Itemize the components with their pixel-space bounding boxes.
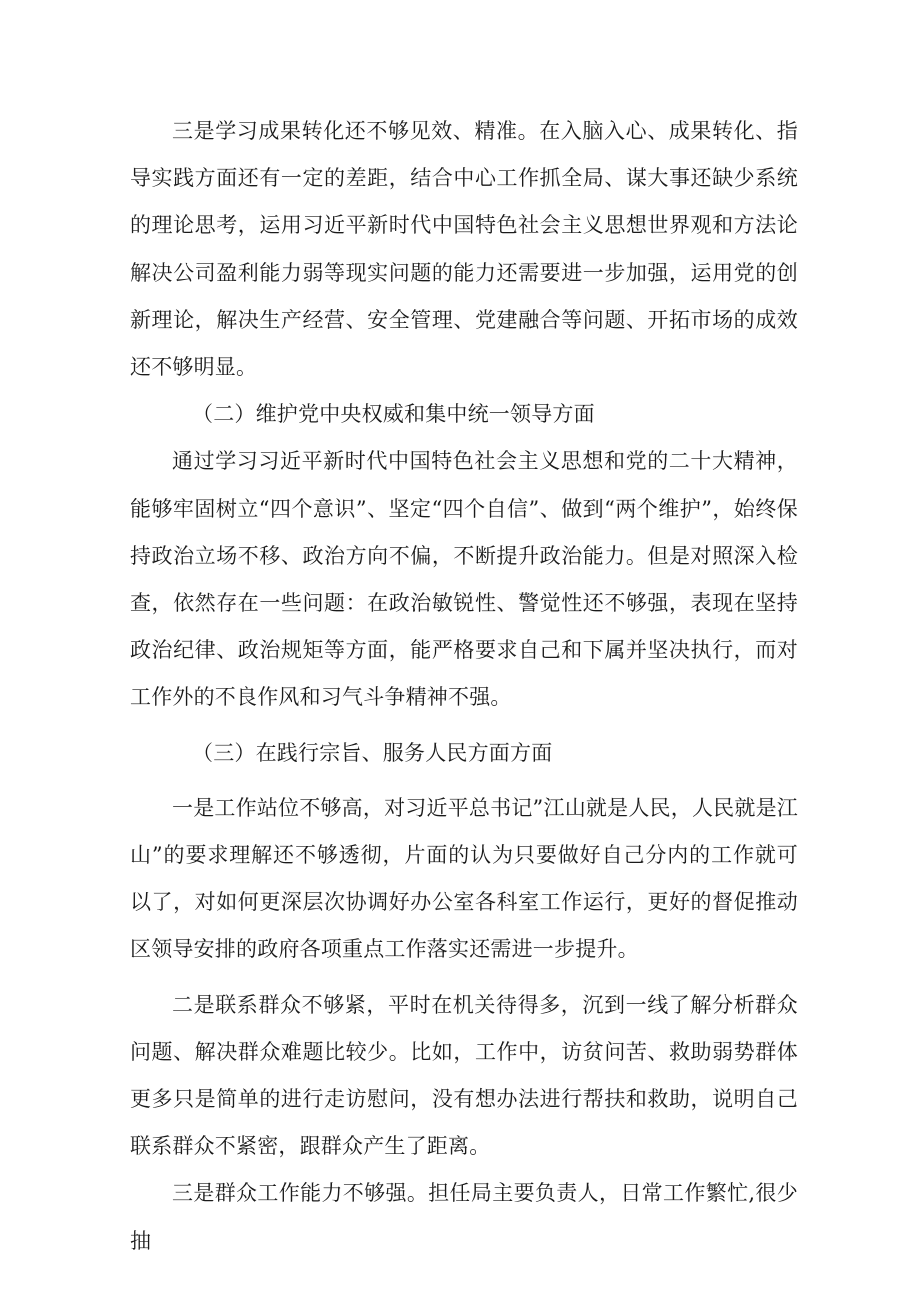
section-heading-3: （三）在践行宗旨、服务人民方面方面 (192, 740, 553, 765)
paragraph-study-results: 三是学习成果转化还不够见效、精准。在入脑入心、成果转化、指导实践方面还有一定的差距，结合中心工作抓全局、谋大事还缺少系统的理论思考，运用习近平新时代中国特色社会主义思想世界观和方法论解决公司盈利能力弱等现实问题的能力还需要进一步加强，运用党的创新理论，解决生产经营、安全管理、党建融合等问题、开拓市场的成效还不够明显。 (130, 119, 798, 380)
paragraph-contact-masses: 二是联系群众不够紧，平时在机关待得多，沉到一线了解分析群众问题、解决群众难题比较少。比如，工作中，访贫问苦、救助弱势群体更多只是简单的进行走访慰问，没有想办法进行帮扶和救助，说明自己联系群众不紧密，跟群众产生了距离。 (130, 992, 798, 1159)
paragraph-authority: 通过学习习近平新时代中国特色社会主义思想和党的二十大精神，能够牢固树立“四个意识”、坚定“四个自信”、做到“两个维护”，始终保持政治立场不移、政治方向不偏，不断提升政治能力。但是对照深入检查，依然存在一些问题：在政治敏锐性、警觉性还不够强，表现在坚持政治纪律、政治规矩等方面，能严格要求自己和下属并坚决执行，而对工作外的不良作风和习气斗争精神不强。 (130, 449, 798, 710)
document-body (130, 108, 798, 1265)
section-heading-2: （二）维护党中央权威和集中统一领导方面 (192, 402, 595, 427)
paragraph-mass-work-ability: 三是群众工作能力不够强。担任局主要负责人，日常工作繁忙,很少抽 (130, 1181, 798, 1253)
paragraph-work-position: 一是工作站位不够高，对习近平总书记”江山就是人民，人民就是江山”的要求理解还不够透彻，片面的认为只要做好自己分内的工作就可以了，对如何更深层次协调好办公室各科室工作运行，更好的督促推动区领导安排的政府各项重点工作落实还需进一步提升。 (130, 795, 798, 962)
